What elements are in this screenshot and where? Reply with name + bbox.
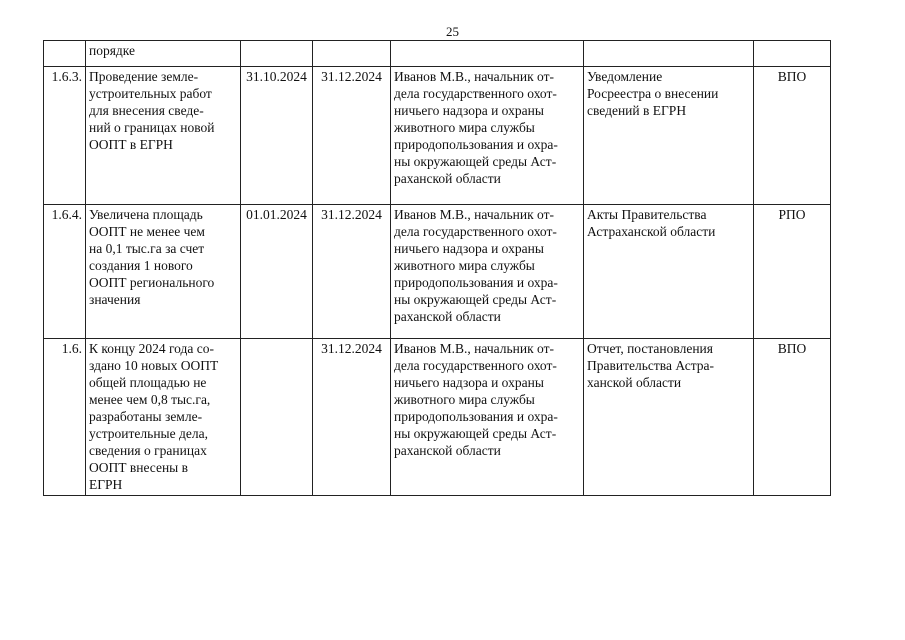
cell-start-date: 31.10.2024 xyxy=(241,67,313,205)
table-row xyxy=(44,67,831,205)
cell-start-date: 01.01.2024 xyxy=(241,205,313,339)
cell-number xyxy=(44,41,86,67)
plan-table xyxy=(43,40,831,496)
cell-end-date: 31.12.2024 xyxy=(313,205,391,339)
cell-level: ВПО xyxy=(754,339,831,496)
cell-responsible: Иванов М.В., начальник от- дела государственного охот- ничьего надзора и охраны животного мира службы природопользования и охра- ны окружающей среды Аст- раханской области xyxy=(391,67,584,205)
cell-level: ВПО xyxy=(754,67,831,205)
table-row xyxy=(44,205,831,339)
cell-description: К концу 2024 года со- здано 10 новых ООПТ общей площадью не менее чем 0,8 тыс.га, разработаны земле- устроительные дела, сведения о границах ООПТ внесены в ЕГРН xyxy=(86,339,241,496)
cell-result: Уведомление Росреестра о внесении сведений в ЕГРН xyxy=(584,67,754,205)
cell-result: Отчет, постановления Правительства Астра- ханской области xyxy=(584,339,754,496)
cell-number: 1.6.3. xyxy=(44,67,86,205)
table-row-continuation xyxy=(44,41,831,67)
table-row xyxy=(44,339,831,496)
cell-start-date xyxy=(241,339,313,496)
cell-description: порядке xyxy=(86,41,241,67)
cell-description: Увеличена площадь ООПТ не менее чем на 0,1 тыс.га за счет создания 1 нового ООПТ регионального значения xyxy=(86,205,241,339)
cell-number: 1.6.4. xyxy=(44,205,86,339)
cell-start-date xyxy=(241,41,313,67)
cell-responsible: Иванов М.В., начальник от- дела государственного охот- ничьего надзора и охраны животного мира службы природопользования и охра- ны окружающей среды Аст- раханской области xyxy=(391,205,584,339)
page-number: 25 xyxy=(446,24,459,39)
cell-end-date: 31.12.2024 xyxy=(313,67,391,205)
cell-end-date xyxy=(313,41,391,67)
cell-responsible xyxy=(391,41,584,67)
cell-result: Акты Правительства Астраханской области xyxy=(584,205,754,339)
cell-end-date: 31.12.2024 xyxy=(313,339,391,496)
cell-number: 1.6. xyxy=(44,339,86,496)
cell-result xyxy=(584,41,754,67)
cell-level: РПО xyxy=(754,205,831,339)
cell-responsible: Иванов М.В., начальник от- дела государственного охот- ничьего надзора и охраны животного мира службы природопользования и охра- ны окружающей среды Аст- раханской области xyxy=(391,339,584,496)
cell-level xyxy=(754,41,831,67)
cell-description: Проведение земле- устроительных работ для внесения сведе- ний о границах новой ООПТ в ЕГРН xyxy=(86,67,241,205)
